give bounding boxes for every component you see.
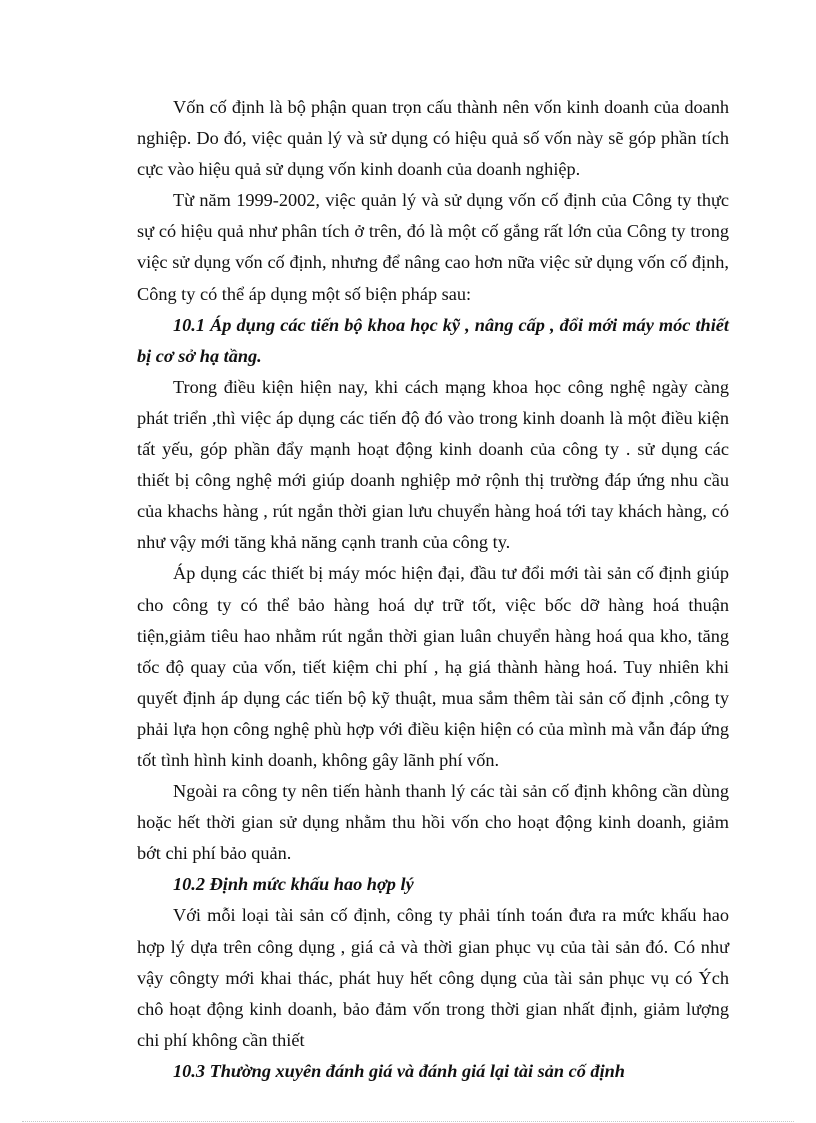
paragraph-technology: Trong điều kiện hiện nay, khi cách mạng khoa học công nghệ ngày càng phát triển ,thì việc áp dụng các tiến độ đó vào trong kinh doanh là một điều kiện tất yếu, góp phần đẩy mạnh hoạt động kinh doanh của công ty . sử dụng các thiết bị công nghệ mới giúp doanh nghiệp mở rộnh thị trường đáp ứng nhu cầu của khachs hàng , rút ngắn thời gian lưu chuyển hàng hoá tới tay khách hàng, có như vậy mới tăng khả năng cạnh tranh của công ty. [137,376,729,553]
document-page [137,92,729,1087]
section-heading-10-3: 10.3 Thường xuyên đánh giá và đánh giá lại tài sản cố định [173,1060,625,1081]
paragraph-equipment: Áp dụng các thiết bị máy móc hiện đại, đầu tư đổi mới tài sản cố định giúp cho công ty có thể bảo hàng hoá dự trữ tốt, việc bốc dỡ hàng hoá thuận tiện,giảm tiêu hao nhằm rút ngắn thời gian luân chuyển hàng hoá qua kho, tăng tốc độ quay của vốn, tiết kiệm chi phí , hạ giá thành hàng hoá. Tuy nhiên khi quyết định áp dụng các tiến bộ kỹ thuật, mua sắm thêm tài sản cố định ,công ty phải lựa họn công nghệ phù hợp với điều kiện hiện có của mình mà vẫn đáp ứng tốt tình hình kinh doanh, không gây lãnh phí vốn. [137,563,729,770]
section-heading-10-1: 10.1 Áp dụng các tiến bộ khoa học kỹ , nâng cấp , đổi mới máy móc thiết bị cơ sở hạ tầng. [137,314,729,366]
paragraph-period-review: Từ năm 1999-2002, việc quản lý và sử dụng vốn cố định của Công ty thực sự có hiệu quả như phân tích ở trên, đó là một cố gắng rất lớn của Công ty trong việc sử dụng vốn cố định, nhưng để nâng cao hơn nữa việc sử dụng vốn cố định, Công ty có thể áp dụng một số biện pháp sau: [137,190,729,304]
paragraph-depreciation: Với mỗi loại tài sản cố định, công ty phải tính toán đưa ra mức khấu hao hợp lý dựa trên công dụng , giá cả và thời gian phục vụ của tài sản đó. Có như vậy côngty mới khai thác, phát huy hết công dụng của tài sản phục vụ có Ých chô hoạt động kinh doanh, bảo đảm vốn trong thời gian nhất định, giảm lượng chi phí không cần thiết [137,905,729,1050]
paragraph-liquidation: Ngoài ra công ty nên tiến hành thanh lý các tài sản cố định không cần dùng hoặc hết thời gian sử dụng nhằm thu hồi vốn cho hoạt động kinh doanh, giảm bớt chi phí bảo quản. [137,781,729,864]
paragraph-intro: Vốn cố định là bộ phận quan trọn cấu thành nên vốn kinh doanh của doanh nghiệp. Do đó, việc quản lý và sử dụng có hiệu quả số vốn này sẽ góp phần tích cực vào hiệu quả sử dụng vốn kinh doanh của doanh nghiệp. [137,97,729,180]
section-heading-10-2: 10.2 Định mức khấu hao hợp lý [173,874,414,895]
page-bottom-divider [22,1121,794,1122]
